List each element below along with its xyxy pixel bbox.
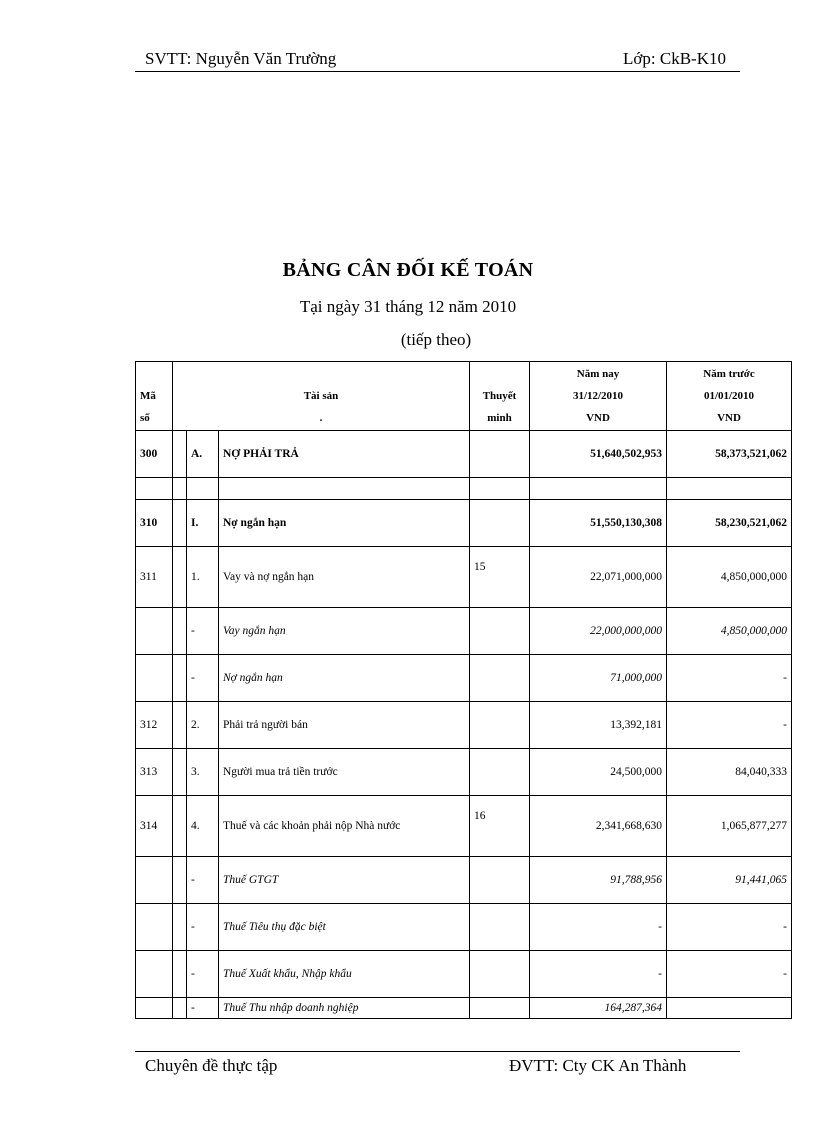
row-index: - (187, 904, 219, 951)
header-asset-line1: Tài sản (303, 390, 339, 402)
row-name: Thuế Thu nhập doanh nghiệp (219, 998, 470, 1019)
table-row (136, 608, 792, 655)
row-spacer (173, 998, 187, 1019)
row-name: Vay ngắn hạn (219, 608, 470, 655)
row-spacer (173, 500, 187, 547)
header-asset (173, 362, 470, 431)
row-index: 1. (187, 547, 219, 608)
table-row (136, 951, 792, 998)
row-previous: 84,040,333 (667, 749, 792, 796)
row-current: 51,640,502,953 (530, 431, 667, 478)
header-code-line2: số (140, 412, 150, 424)
table-row (136, 904, 792, 951)
row-index: 4. (187, 796, 219, 857)
row-index: 2. (187, 702, 219, 749)
row-note (470, 951, 530, 998)
row-note: 16 (470, 796, 530, 857)
row-index: 3. (187, 749, 219, 796)
row-name: Nợ ngắn hạn (219, 500, 470, 547)
row-code (136, 608, 173, 655)
class-name: Lớp: CkB-K10 (623, 49, 726, 68)
row-note (470, 749, 530, 796)
row-current: 13,392,181 (530, 702, 667, 749)
row-index: - (187, 857, 219, 904)
header-cur-line3: VND (586, 412, 610, 424)
row-index: A. (187, 431, 219, 478)
document-date: Tại ngày 31 tháng 12 năm 2010 (299, 297, 517, 316)
header-asset-line2: . (319, 412, 323, 424)
row-current: 22,071,000,000 (530, 547, 667, 608)
row-current: - (530, 904, 667, 951)
document-title: BẢNG CÂN ĐỐI KẾ TOÁN (282, 259, 534, 281)
table-row (136, 431, 792, 478)
footer-company: ĐVTT: Cty CK An Thành (509, 1056, 687, 1075)
row-previous: 91,441,065 (667, 857, 792, 904)
table-row (136, 702, 792, 749)
row-name: Thuế GTGT (219, 857, 470, 904)
row-code: 312 (136, 702, 173, 749)
header-prev-line1: Năm trước (703, 368, 755, 380)
continued-note: (tiếp theo) (400, 330, 472, 349)
header-note-line1: Thuyết (482, 390, 517, 402)
table-row (136, 547, 792, 608)
row-previous: 58,373,521,062 (667, 431, 792, 478)
row-code: 314 (136, 796, 173, 857)
row-previous: - (667, 951, 792, 998)
row-index: - (187, 998, 219, 1019)
row-note (470, 655, 530, 702)
row-code (136, 904, 173, 951)
row-previous: - (667, 702, 792, 749)
row-current: 164,287,364 (530, 998, 667, 1019)
header-cur-line1: Năm nay (576, 368, 620, 380)
table-row (136, 857, 792, 904)
row-name: NỢ PHẢI TRẢ (219, 431, 470, 478)
row-name: Thuế Xuất khẩu, Nhập khẩu (219, 951, 470, 998)
row-previous: - (667, 655, 792, 702)
row-spacer (173, 904, 187, 951)
row-index: - (187, 655, 219, 702)
row-code (136, 998, 173, 1019)
row-code: 313 (136, 749, 173, 796)
row-note (470, 857, 530, 904)
table-header-row (136, 362, 792, 431)
row-note (470, 904, 530, 951)
header-note-line2: minh (487, 412, 512, 424)
row-note (470, 500, 530, 547)
table-row (136, 655, 792, 702)
row-spacer (173, 796, 187, 857)
header-note (470, 362, 530, 431)
row-code: 300 (136, 431, 173, 478)
row-name: Nợ ngắn hạn (219, 655, 470, 702)
row-note (470, 998, 530, 1019)
table-row (136, 998, 792, 1019)
row-note (470, 702, 530, 749)
page-header (135, 47, 740, 72)
row-previous: 4,850,000,000 (667, 547, 792, 608)
header-prev-line3: VND (717, 412, 741, 424)
row-spacer (173, 951, 187, 998)
balance-sheet-table (135, 361, 792, 1019)
row-current: 91,788,956 (530, 857, 667, 904)
row-code (136, 655, 173, 702)
row-previous: 4,850,000,000 (667, 608, 792, 655)
row-note (470, 431, 530, 478)
row-current: 71,000,000 (530, 655, 667, 702)
row-current: - (530, 951, 667, 998)
row-spacer (173, 431, 187, 478)
row-index: I. (187, 500, 219, 547)
header-code (136, 362, 173, 431)
row-spacer (173, 702, 187, 749)
row-spacer (173, 857, 187, 904)
row-index: - (187, 608, 219, 655)
table-row-blank (136, 478, 792, 500)
row-previous (667, 998, 792, 1019)
row-current: 22,000,000,000 (530, 608, 667, 655)
row-name: Vay và nợ ngắn hạn (219, 547, 470, 608)
row-name: Người mua trả tiền trước (219, 749, 470, 796)
table-row (136, 500, 792, 547)
row-spacer (173, 749, 187, 796)
row-spacer (173, 547, 187, 608)
row-code: 310 (136, 500, 173, 547)
header-previous-year (667, 362, 792, 431)
row-index: - (187, 951, 219, 998)
table-row (136, 796, 792, 857)
row-previous: - (667, 904, 792, 951)
row-spacer (173, 655, 187, 702)
row-name: Phải trả người bán (219, 702, 470, 749)
header-prev-line2: 01/01/2010 (703, 390, 755, 402)
row-current: 51,550,130,308 (530, 500, 667, 547)
row-previous: 58,230,521,062 (667, 500, 792, 547)
header-code-line1: Mã (140, 390, 156, 402)
row-code (136, 951, 173, 998)
row-note (470, 608, 530, 655)
header-cur-line2: 31/12/2010 (572, 390, 624, 402)
student-name: SVTT: Nguyễn Văn Trường (145, 49, 337, 68)
row-current: 24,500,000 (530, 749, 667, 796)
row-spacer (173, 608, 187, 655)
row-name: Thuế và các khoản phải nộp Nhà nước (219, 796, 470, 857)
footer-topic: Chuyên đề thực tập (145, 1056, 278, 1075)
row-note: 15 (470, 547, 530, 608)
row-code (136, 857, 173, 904)
row-name: Thuế Tiêu thụ đặc biệt (219, 904, 470, 951)
row-previous: 1,065,877,277 (667, 796, 792, 857)
table-row (136, 749, 792, 796)
header-current-year (530, 362, 667, 431)
row-current: 2,341,668,630 (530, 796, 667, 857)
row-code: 311 (136, 547, 173, 608)
page-footer (135, 1051, 740, 1080)
